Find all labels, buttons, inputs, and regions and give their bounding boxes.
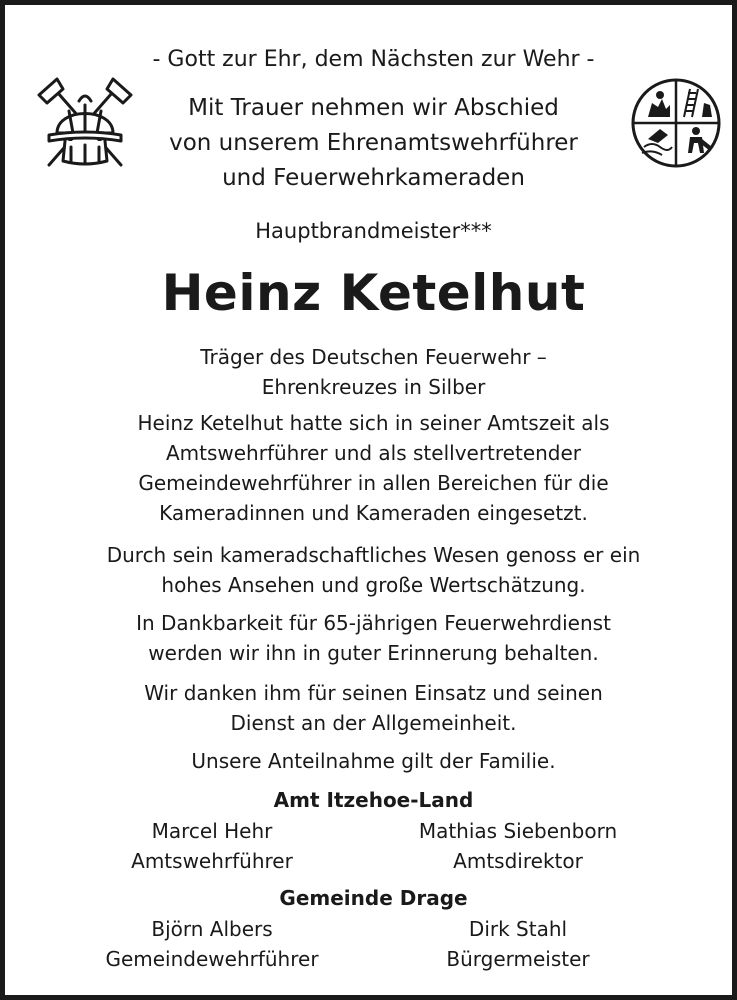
- signatory-role: Bürgermeister: [446, 947, 590, 971]
- paragraph-line: Heinz Ketelhut hatte sich in seiner Amtszeit als: [137, 411, 610, 435]
- honor-line: Ehrenkreuzes in Silber: [261, 375, 486, 399]
- intro-line: von unserem Ehrenamtswehrführer: [169, 130, 578, 156]
- signatory: [62, 914, 362, 974]
- rank-title: Hauptbrandmeister***: [255, 219, 492, 243]
- honor-text: [5, 342, 737, 402]
- deceased-name: Heinz Ketelhut: [161, 264, 586, 322]
- tribute-paragraph-4: [5, 678, 737, 738]
- paragraph-line: Kameradinnen und Kameraden eingesetzt.: [159, 501, 588, 525]
- organization-name: Gemeinde Drage: [279, 886, 468, 910]
- honor-line: Träger des Deutschen Feuerwehr –: [200, 345, 547, 369]
- intro-line: Mit Trauer nehmen wir Abschied: [188, 95, 559, 121]
- signatory: [368, 816, 668, 876]
- paragraph-line: Wir danken ihm für seinen Einsatz und seinen: [144, 681, 603, 705]
- signatory-name: Mathias Siebenborn: [418, 819, 618, 843]
- signatory-role: Amtswehrführer: [131, 849, 293, 873]
- signatory-role: Amtsdirektor: [453, 849, 583, 873]
- paragraph-line: werden wir ihn in guter Erinnerung behalten.: [148, 641, 599, 665]
- tribute-paragraph-2: [5, 540, 737, 600]
- condolence-text: Unsere Anteilnahme gilt der Familie.: [191, 749, 556, 773]
- organization-name: Amt Itzehoe-Land: [273, 788, 474, 812]
- signatory-name: Marcel Hehr: [151, 819, 273, 843]
- paragraph-line: In Dankbarkeit für 65-jährigen Feuerwehrdienst: [136, 611, 611, 635]
- paragraph-line: Gemeindewehrführer in allen Bereichen für die: [138, 471, 609, 495]
- signatory-name: Dirk Stahl: [468, 917, 568, 941]
- tribute-paragraph-3: [5, 608, 737, 668]
- signatory-role: Gemeindewehrführer: [105, 947, 319, 971]
- paragraph-line: Amtswehrführer und als stellvertretender: [165, 441, 582, 465]
- paragraph-line: Dienst an der Allgemeinheit.: [230, 711, 517, 735]
- paragraph-line: Durch sein kameradschaftliches Wesen genoss er ein: [106, 543, 641, 567]
- signatory: [62, 816, 362, 876]
- signatory-name: Björn Albers: [151, 917, 273, 941]
- tribute-paragraph-1: [5, 408, 737, 528]
- intro-line: und Feuerwehrkameraden: [222, 165, 525, 191]
- paragraph-line: hohes Ansehen und große Wertschätzung.: [161, 573, 586, 597]
- motto: - Gott zur Ehr, dem Nächsten zur Wehr -: [152, 47, 595, 72]
- signatory: [368, 914, 668, 974]
- intro-text: [5, 91, 737, 196]
